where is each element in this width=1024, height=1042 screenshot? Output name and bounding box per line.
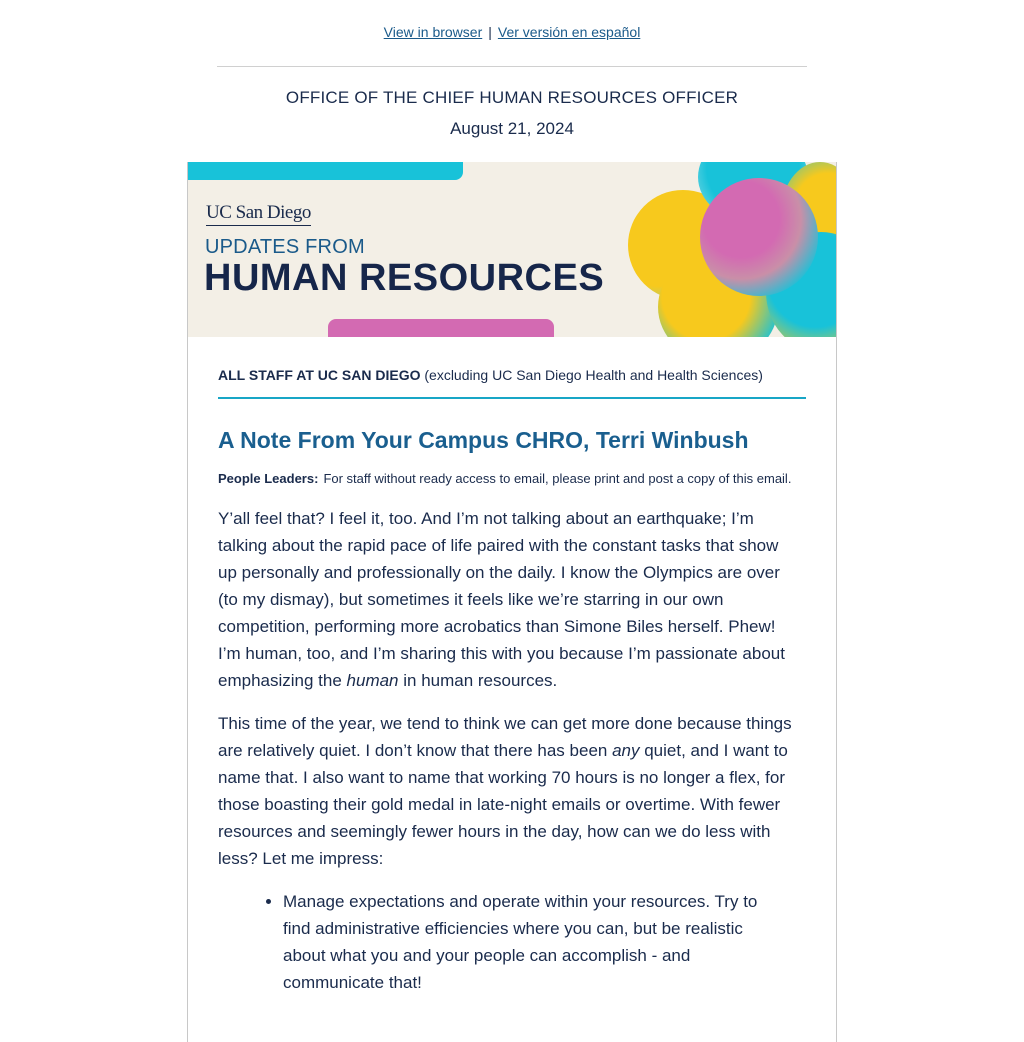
paragraph-2-end: quiet, and I want to name that. I also want to name that working 70 hours is no longer a flex, for those boasting their gold medal in late-night emails or overtime. With fewer resources and seemingly fewer hours in the day, how can we do less with less? Let me impress: — [218, 741, 788, 868]
tips-list — [218, 888, 763, 996]
article-title: A Note From Your Campus CHRO, Terri Winbush — [218, 427, 749, 453]
people-leaders-text: For staff without ready access to email, please print and post a copy of this email. — [323, 471, 792, 486]
email-card — [187, 162, 837, 1042]
email-content — [188, 367, 836, 996]
office-title: OFFICE OF THE CHIEF HUMAN RESOURCES OFFICER — [285, 88, 739, 107]
view-in-browser-link[interactable]: View in browser — [383, 24, 483, 40]
banner-subtitle: UPDATES FROM — [205, 236, 365, 258]
people-leaders-label: People Leaders: — [218, 471, 319, 486]
list-item: • Manage expectations and operate within your resources. Try to find administrative efficiencies where you can, but be realistic about what you and your people can accomplish - and communicate that! — [283, 888, 763, 996]
spanish-version-link[interactable]: Ver versión en español — [497, 24, 641, 40]
paragraph-2 — [218, 710, 798, 872]
banner-title: HUMAN RESOURCES — [204, 257, 605, 299]
paragraph-1 — [218, 505, 798, 694]
audience-label: ALL STAFF AT UC SAN DIEGO — [218, 367, 421, 383]
email-topbar — [0, 0, 1024, 44]
top-divider — [217, 66, 807, 67]
ucsd-logo: UC San Diego — [206, 202, 311, 223]
paragraph-1-text: Y’all feel that? I feel it, too. And I’m not talking about an earthquake; I’m talking about the rapid pace of life paired with the constant tasks that show up personally and professionally on the daily. I know the Olympics are over (to my dismay), but sometimes it feels like we’re starring in our own competition, performing more acrobatics than Simone Biles herself. Phew! I’m human, too, and I’m sharing this with you because I’m passionate about emphasizing the — [218, 509, 785, 690]
pink-accent-bar — [328, 319, 554, 337]
paragraph-2-text: This time of the year, we tend to think we can get more done because things are relatively quiet. I don’t know that there has been — [218, 714, 792, 760]
people-leaders-note — [218, 471, 806, 487]
link-separator: | — [488, 24, 492, 40]
paragraph-1-end: in human resources. — [398, 671, 558, 690]
paragraph-2-emphasis: any — [612, 741, 640, 760]
hr-banner — [188, 162, 836, 337]
paragraph-1-emphasis: human — [346, 671, 399, 690]
decorative-circle-pink — [700, 178, 818, 296]
audience-exclusion: (excluding UC San Diego Health and Health Sciences) — [424, 367, 763, 383]
audience-line — [218, 367, 806, 399]
email-date: August 21, 2024 — [450, 119, 574, 138]
cyan-accent-bar — [188, 162, 463, 180]
